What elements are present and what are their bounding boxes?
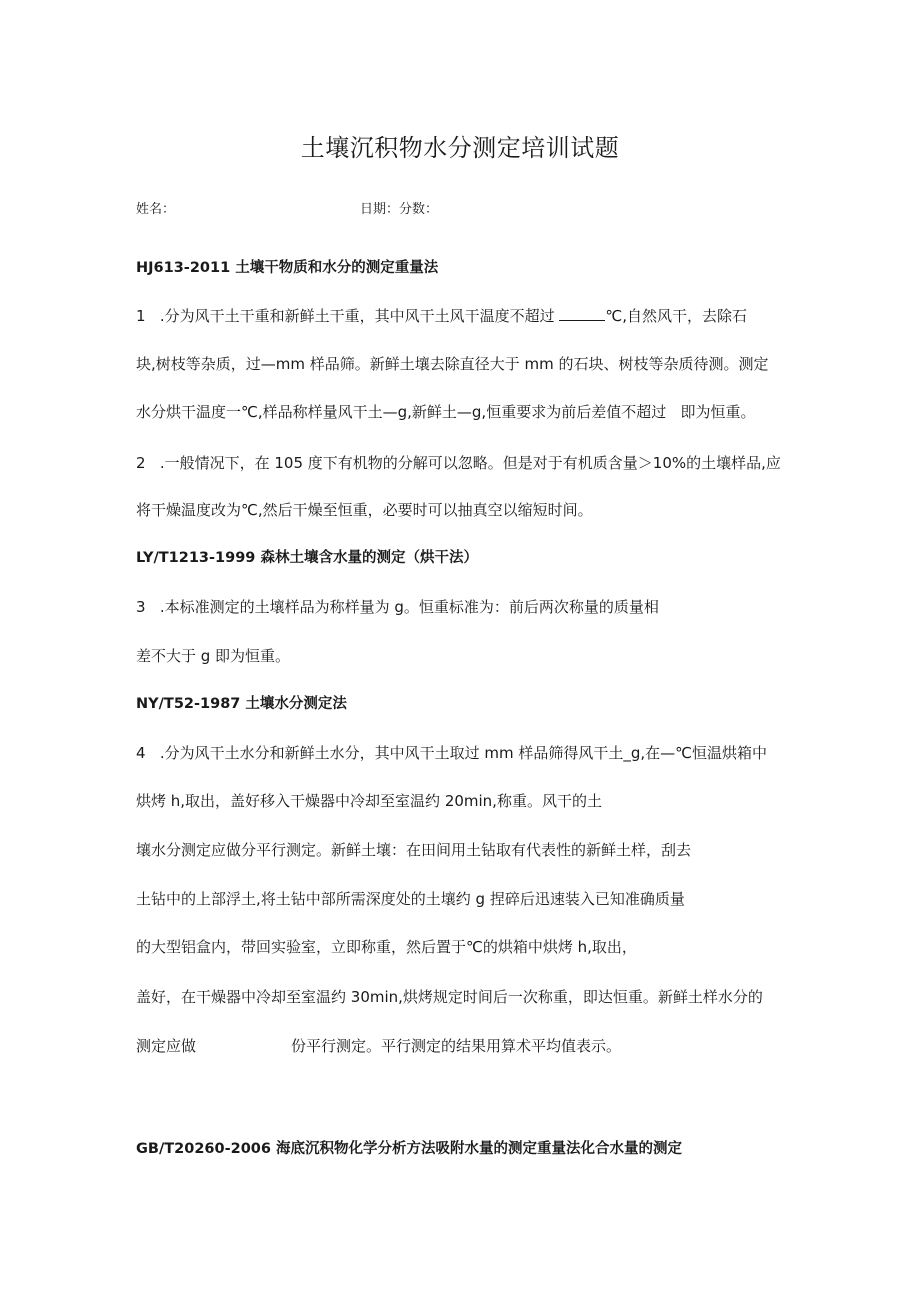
question-4-line-5: 的大型铝盒内，带回实验室，立即称重，然后置于℃的烘箱中烘烤 h,取出，	[136, 938, 637, 956]
fill-blank	[559, 306, 605, 321]
question-1-text-a: 1 .分为风干土干重和新鲜土干重，其中风干土风干温度不超过	[136, 307, 555, 325]
question-4-line-2: 烘烤 h,取出，盖好移入干燥器中冷却至室温约 20min,称重。风干的土	[136, 792, 602, 810]
question-4-line-6: 盖好，在干燥器中冷却至室温约 30min,烘烤规定时间后一次称重，即达恒重。新鲜土样水分的	[136, 988, 763, 1006]
question-4-line-7	[136, 1036, 621, 1056]
question-4-line-4: 土钻中的上部浮土,将土钻中部所需深度处的土壤约 g 捏碎后迅速装入已知准确质量	[136, 890, 685, 908]
question-2-line-1: 2 .一般情况下，在 105 度下有机物的分解可以忽略。但是对于有机质含量＞10%的土壤样品,应	[136, 454, 781, 472]
question-4-text-a: 测定应做	[136, 1037, 197, 1055]
question-3-line-1: 3 .本标准测定的土壤样品为称样量为 g。恒重标准为：前后两次称量的质量相	[136, 598, 659, 616]
section-heading-gb: GB/T20260-2006 海底沉积物化学分析方法吸附水量的测定重量法化合水量的测定	[136, 1141, 683, 1157]
question-2-line-2: 将干燥温度改为℃,然后干燥至恒重，必要时可以抽真空以缩短时间。	[136, 501, 593, 519]
date-score-label: 日期：分数：	[360, 202, 439, 217]
question-4-line-3: 壤水分测定应做分平行测定。新鲜土壤：在田间用土钻取有代表性的新鲜土样，刮去	[136, 841, 692, 859]
question-4-text-b: 份平行测定。平行测定的结果用算术平均值表示。	[291, 1037, 622, 1055]
section-heading-ny: NY/T52-1987 土壤水分测定法	[136, 696, 347, 712]
question-1-text-b: ℃,自然风干，去除石	[605, 307, 748, 325]
document-title: 土壤沉积物水分测定培训试题	[300, 134, 620, 162]
section-heading-ly: LY/T1213-1999 森林土壤含水量的测定（烘干法）	[136, 550, 478, 566]
question-1-line-1	[136, 306, 747, 326]
question-3-line-2: 差不大于 g 即为恒重。	[136, 647, 291, 665]
name-field-label: 姓名：	[136, 202, 176, 217]
question-1-line-3: 水分烘干温度一℃,样品称样量风干土—g,新鲜土—g,恒重要求为前后差值不超过 即为恒重。	[136, 403, 756, 421]
question-4-line-1: 4 .分为风干土水分和新鲜土水分，其中风干土取过 mm 样品筛得风干土_g,在—℃恒温烘箱中	[136, 744, 768, 762]
section-heading-hj: HJ613-2011 土壤干物质和水分的测定重量法	[136, 260, 439, 276]
question-1-line-2: 块,树枝等杂质，过—mm 样品筛。新鲜土壤去除直径大于 mm 的石块、树枝等杂质待测。测定	[136, 355, 769, 373]
